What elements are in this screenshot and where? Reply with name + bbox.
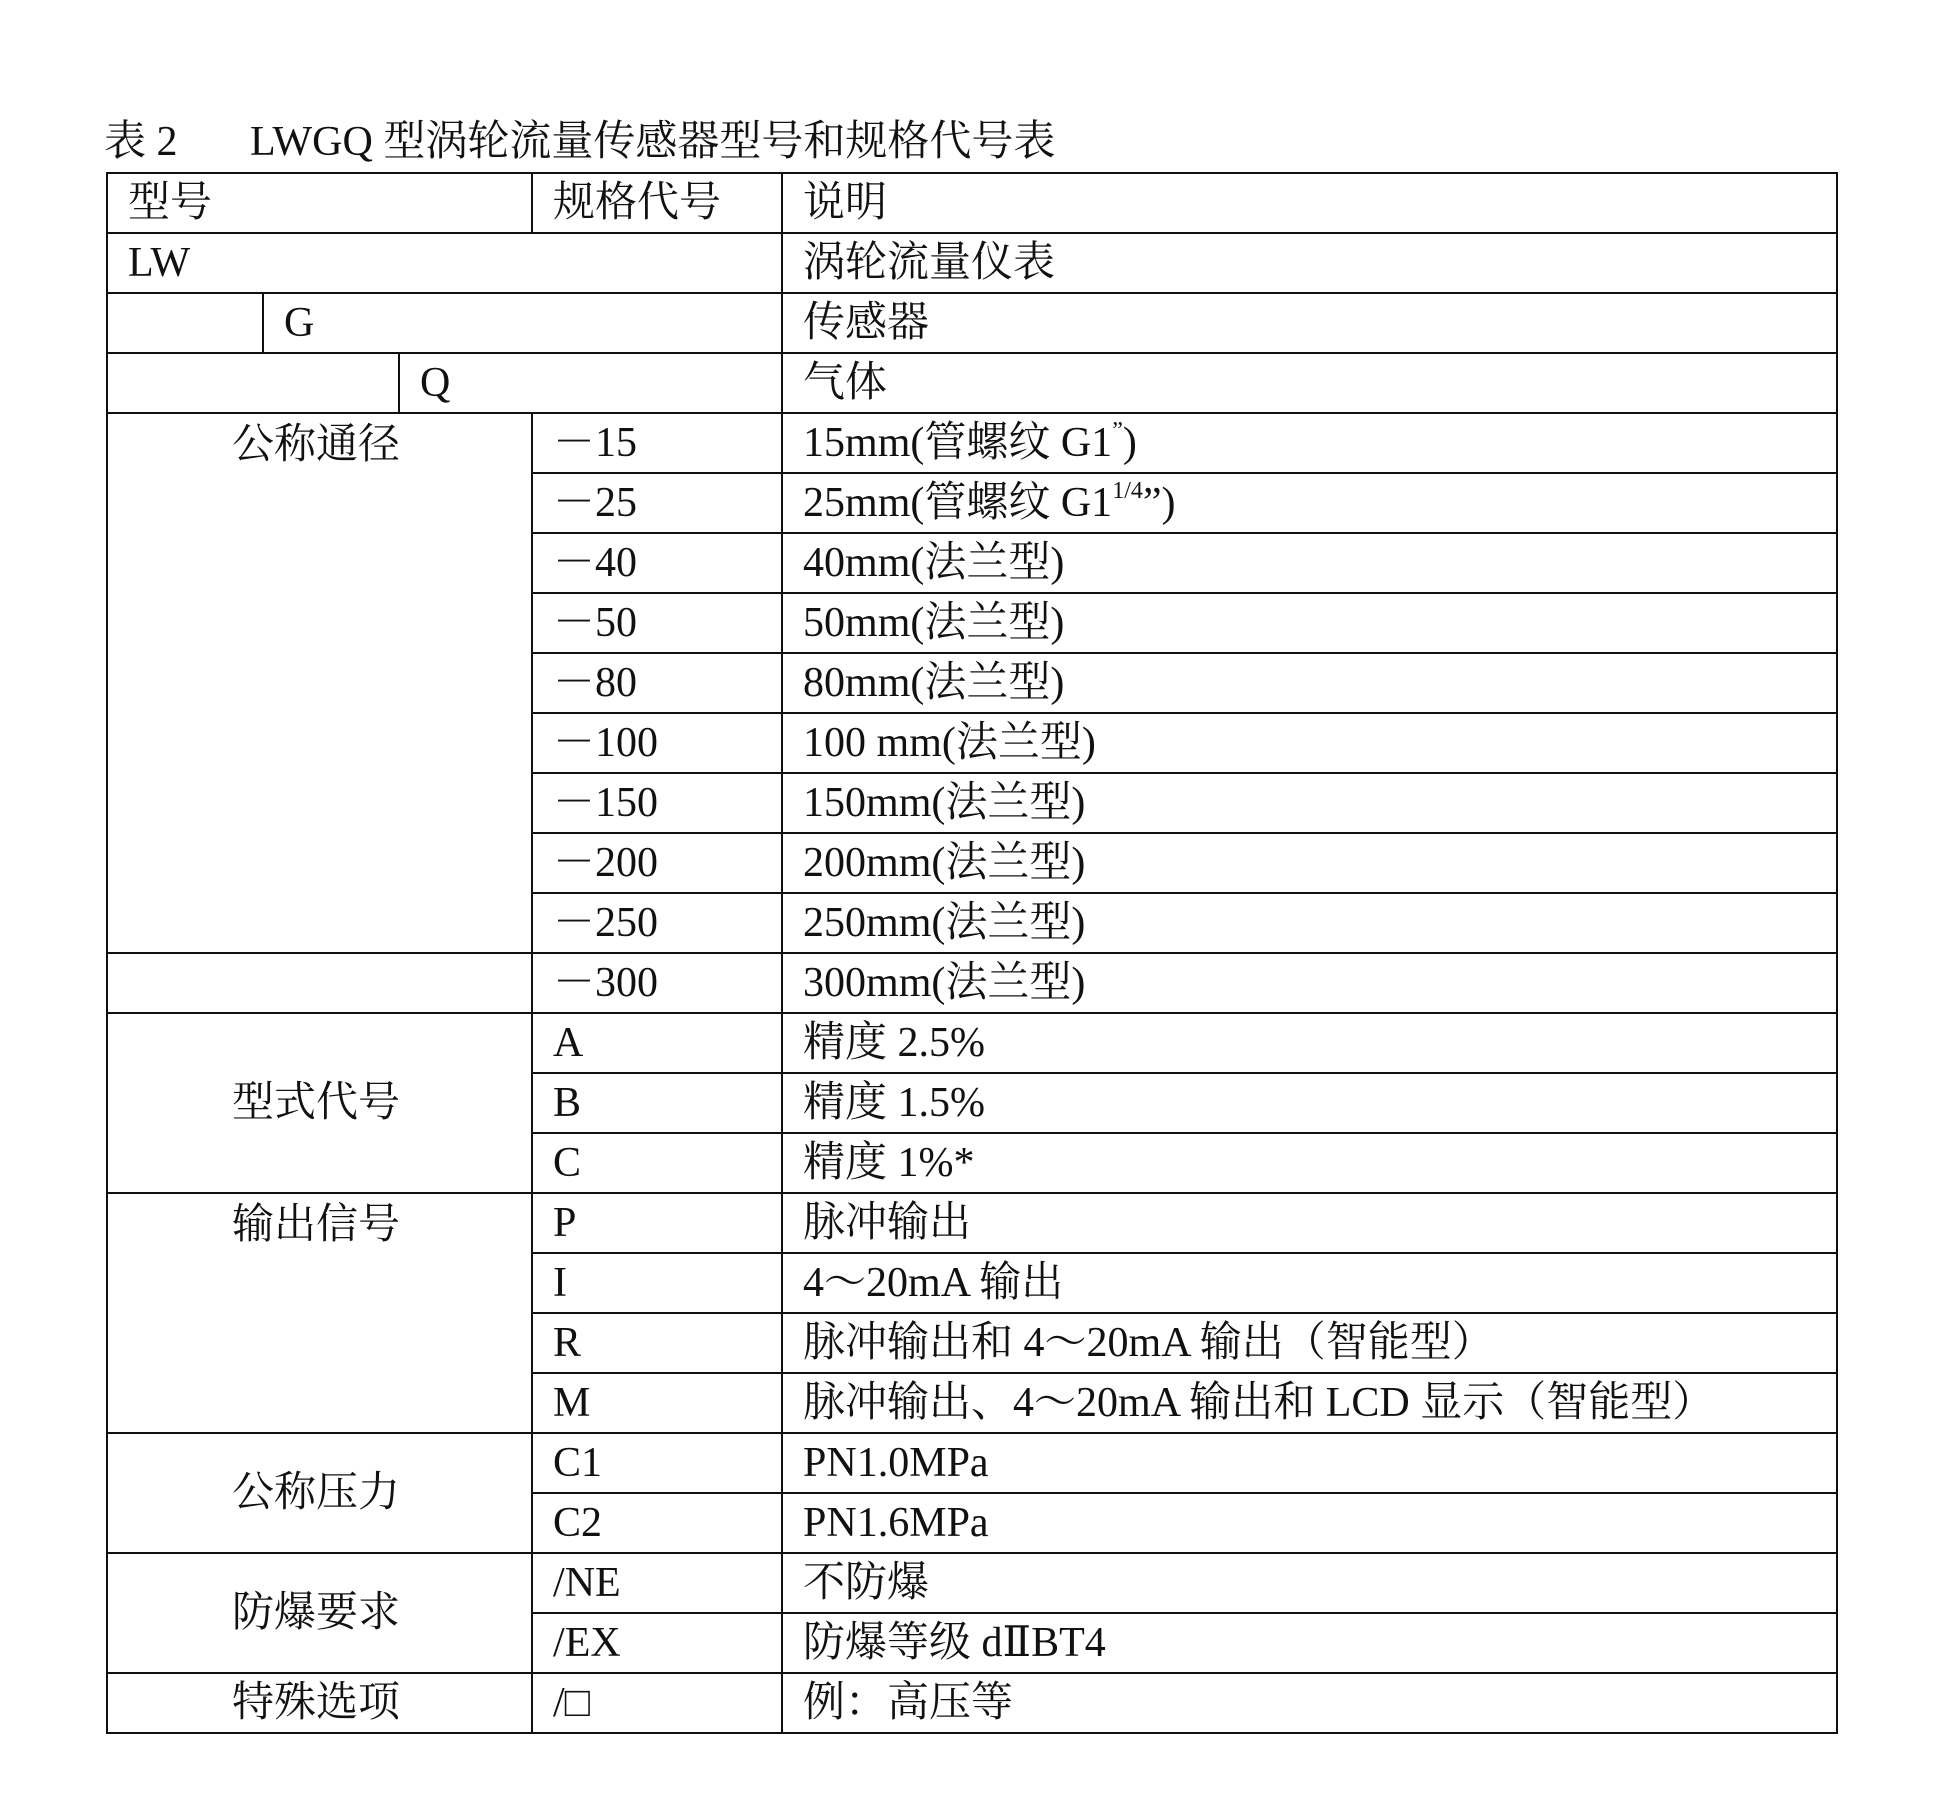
spec-description: 不防爆 xyxy=(782,1553,1837,1613)
header-spec-code: 规格代号 xyxy=(532,173,782,233)
spec-code: －50 xyxy=(532,593,782,653)
group-label-type: 型式代号 xyxy=(107,1013,532,1193)
spec-description: 脉冲输出和 4～20mA 输出（智能型） xyxy=(782,1313,1837,1373)
spec-code: －200 xyxy=(532,833,782,893)
table-row xyxy=(107,233,1837,293)
spec-description: 50mm(法兰型) xyxy=(782,593,1837,653)
group-label-special: 特殊选项 xyxy=(107,1673,532,1733)
spec-code: /□ xyxy=(532,1673,782,1733)
table-row xyxy=(107,353,1837,413)
table-row xyxy=(107,1013,1837,1073)
table-number: 表 2 xyxy=(104,119,178,165)
spec-description: PN1.6MPa xyxy=(782,1493,1837,1553)
spec-code: －100 xyxy=(532,713,782,773)
model-code: LW xyxy=(107,233,782,293)
table-row xyxy=(107,413,1837,473)
spec-code: /EX xyxy=(532,1613,782,1673)
spec-code: M xyxy=(532,1373,782,1433)
spec-code: －150 xyxy=(532,773,782,833)
header-description: 说明 xyxy=(782,173,1837,233)
spec-description: 15mm(管螺纹 G1”) xyxy=(782,413,1837,473)
spec-code: －80 xyxy=(532,653,782,713)
model-description: 气体 xyxy=(782,353,1837,413)
spec-code: －40 xyxy=(532,533,782,593)
spec-code: C1 xyxy=(532,1433,782,1493)
spec-description: 精度 1.5% xyxy=(782,1073,1837,1133)
spec-description: 精度 2.5% xyxy=(782,1013,1837,1073)
model-spec-table xyxy=(106,172,1838,1734)
spec-code: －25 xyxy=(532,473,782,533)
spec-code: －250 xyxy=(532,893,782,953)
spec-code: B xyxy=(532,1073,782,1133)
spec-code: I xyxy=(532,1253,782,1313)
table-row xyxy=(107,1673,1837,1733)
spec-code: P xyxy=(532,1193,782,1253)
model-code: G xyxy=(263,293,782,353)
empty-cell xyxy=(107,293,263,353)
spec-description: 250mm(法兰型) xyxy=(782,893,1837,953)
empty-cell xyxy=(107,353,399,413)
spec-description: 150mm(法兰型) xyxy=(782,773,1837,833)
table-row xyxy=(107,1553,1837,1613)
empty-cell xyxy=(107,953,532,1013)
spec-code: A xyxy=(532,1013,782,1073)
spec-description: 25mm(管螺纹 $G1^{1/4}$”) xyxy=(782,473,1837,533)
spec-description: 防爆等级 dⅡBT4 xyxy=(782,1613,1837,1673)
spec-code: C xyxy=(532,1133,782,1193)
spec-code: －15 xyxy=(532,413,782,473)
spec-description: 300mm(法兰型) xyxy=(782,953,1837,1013)
group-label-diameter: 公称通径 xyxy=(107,413,532,953)
spec-description: 例：高压等 xyxy=(782,1673,1837,1733)
model-description: 涡轮流量仪表 xyxy=(782,233,1837,293)
spec-description: 40mm(法兰型) xyxy=(782,533,1837,593)
spec-code: C2 xyxy=(532,1493,782,1553)
spec-description: 100 mm(法兰型) xyxy=(782,713,1837,773)
group-label-pressure: 公称压力 xyxy=(107,1433,532,1553)
table-row xyxy=(107,1193,1837,1253)
group-label-output: 输出信号 xyxy=(107,1193,532,1433)
spec-code: －300 xyxy=(532,953,782,1013)
spec-code: R xyxy=(532,1313,782,1373)
spec-description: 200mm(法兰型) xyxy=(782,833,1837,893)
spec-code: /NE xyxy=(532,1553,782,1613)
group-label-explosion: 防爆要求 xyxy=(107,1553,532,1673)
spec-description: 精度 1%* xyxy=(782,1133,1837,1193)
model-code: Q xyxy=(399,353,782,413)
table-row xyxy=(107,953,1837,1013)
model-description: 传感器 xyxy=(782,293,1837,353)
table-row xyxy=(107,1433,1837,1493)
spec-description: 脉冲输出 xyxy=(782,1193,1837,1253)
table-header-row xyxy=(107,173,1837,233)
table-row xyxy=(107,293,1837,353)
spec-description: PN1.0MPa xyxy=(782,1433,1837,1493)
table-caption xyxy=(104,112,1055,172)
spec-description: 80mm(法兰型) xyxy=(782,653,1837,713)
table-title: LWGQ 型涡轮流量传感器型号和规格代号表 xyxy=(250,119,1056,165)
spec-description: 脉冲输出、4～20mA 输出和 LCD 显示（智能型） xyxy=(782,1373,1837,1433)
header-model: 型号 xyxy=(107,173,532,233)
spec-description: 4～20mA 输出 xyxy=(782,1253,1837,1313)
